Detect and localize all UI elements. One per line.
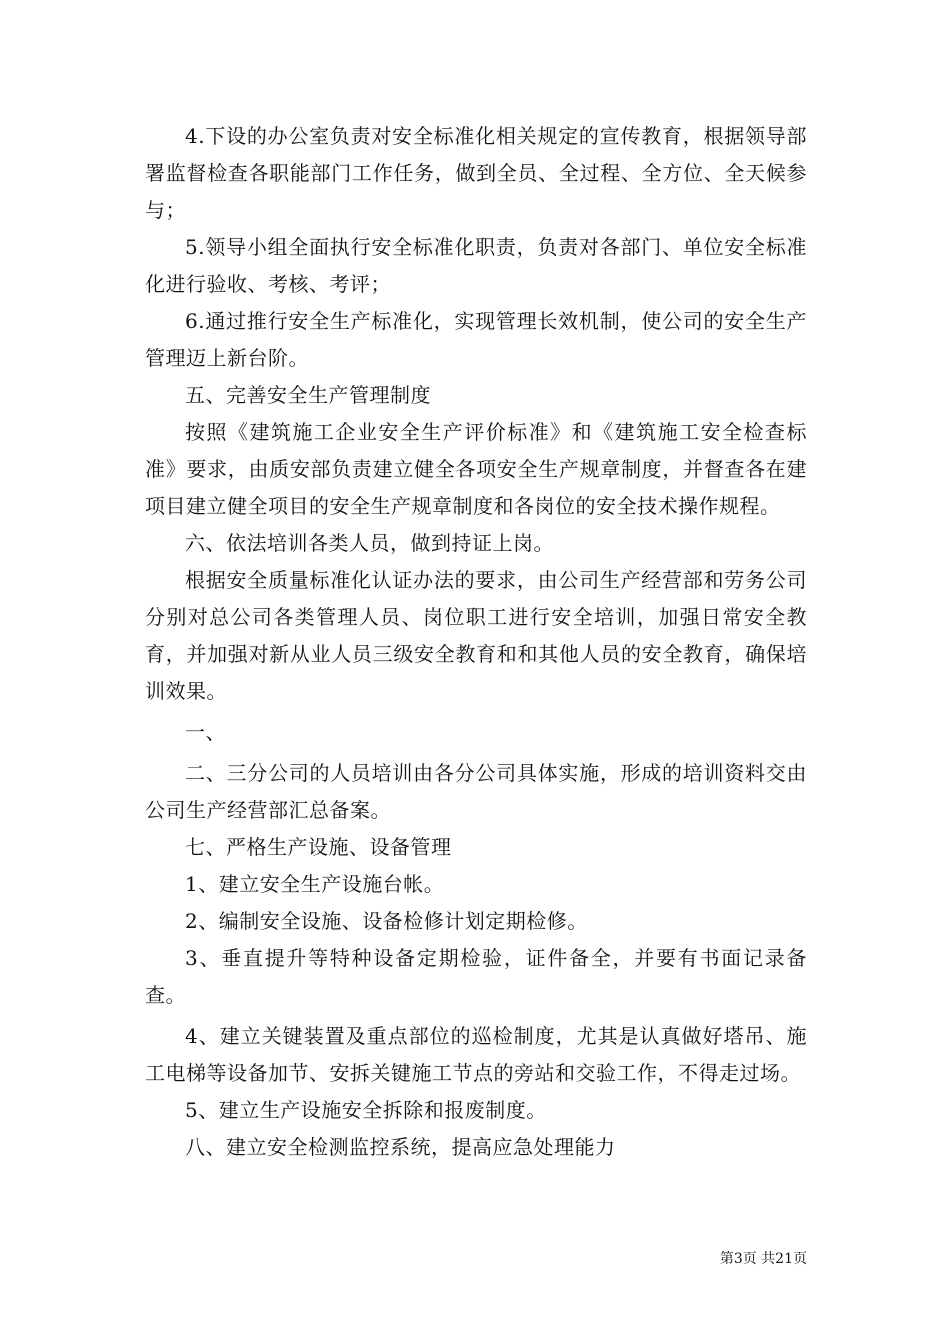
list-item-maintenance: 2、编制安全设施、设备检修计划定期检修。 (185, 909, 588, 933)
list-item-ledger: 1、建立安全生产设施台帐。 (185, 872, 445, 896)
paragraph-branch-training: 二、三分公司的人员培训由各分公司具体实施，形成的培训资料交由公司生产经营部汇总备案。 (145, 761, 807, 822)
paragraph-office-duties: 4.下设的办公室负责对安全标准化相关规定的宣传教育，根据领导部署监督检查各职能部门工作任务，做到全员、全过程、全方位、全天候参与； (145, 124, 807, 222)
section-heading-seven: 七、严格生产设施、设备管理 (185, 835, 452, 859)
list-item-one: 一、 (185, 720, 226, 744)
section-heading-eight: 八、建立安全检测监控系统，提高应急处理能力 (185, 1135, 616, 1159)
paragraph-leading-group: 5.领导小组全面执行安全标准化职责，负责对各部门、单位安全标准化进行验收、考核、考评； (145, 235, 807, 296)
paragraph-regulations: 按照《建筑施工企业安全生产评价标准》和《建筑施工安全检查标准》要求，由质安部负责建立健全各项安全生产规章制度，并督查各在建项目建立健全项目的安全生产规章制度和各岗位的安全技术操作规程。 (145, 420, 807, 518)
list-item-inspection: 3、垂直提升等特种设备定期检验，证件备全，并要有书面记录备查。 (145, 946, 807, 1007)
paragraph-standardization: 6.通过推行安全生产标准化，实现管理长效机制，使公司的安全生产管理迈上新台阶。 (145, 309, 807, 370)
list-item-scrapping: 5、建立生产设施安全拆除和报废制度。 (185, 1098, 547, 1122)
paragraph-training: 根据安全质量标准化认证办法的要求，由公司生产经营部和劳务公司分别对总公司各类管理人员、岗位职工进行安全培训，加强日常安全教育，并加强对新从业人员三级安全教育和和其他人员的安全教育，确保培训效果。 (145, 568, 807, 703)
list-item-patrol: 4、建立关键装置及重点部位的巡检制度，尤其是认真做好塔吊、施工电梯等设备加节、安拆关键施工节点的旁站和交验工作，不得走过场。 (145, 1024, 807, 1085)
section-heading-six: 六、依法培训各类人员，做到持证上岗。 (185, 531, 554, 555)
document-body (145, 118, 807, 1166)
page-number: 第3页 共21页 (719, 1251, 807, 1267)
section-heading-five: 五、完善安全生产管理制度 (185, 383, 431, 407)
